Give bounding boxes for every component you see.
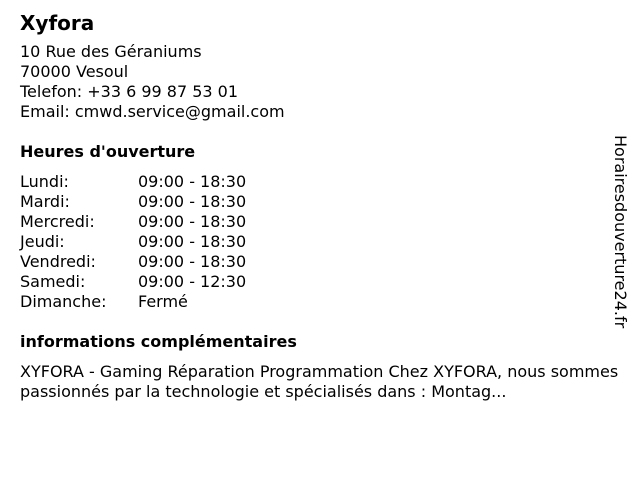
business-card bbox=[20, 10, 620, 402]
hours-time: 09:00 - 12:30 bbox=[138, 272, 247, 291]
hours-row bbox=[20, 272, 620, 292]
hours-row bbox=[20, 252, 620, 272]
hours-table bbox=[20, 172, 620, 312]
hours-row bbox=[20, 292, 620, 312]
info-heading: informations complémentaires bbox=[20, 332, 297, 351]
hours-time: 09:00 - 18:30 bbox=[138, 212, 247, 231]
street-address: 10 Rue des Géraniums bbox=[20, 42, 202, 61]
hours-time: 09:00 - 18:30 bbox=[138, 232, 247, 251]
hours-row bbox=[20, 172, 620, 192]
hours-day: Dimanche: bbox=[20, 292, 107, 311]
business-name: Xyfora bbox=[20, 11, 95, 35]
info-description: XYFORA - Gaming Réparation Programmation Chez XYFORA, nous sommes passionnés par la technologie et spécialisés dans : Montag... bbox=[20, 362, 619, 401]
hours-time: 09:00 - 18:30 bbox=[138, 192, 247, 211]
hours-row bbox=[20, 192, 620, 212]
hours-day: Samedi: bbox=[20, 272, 86, 291]
hours-heading: Heures d'ouverture bbox=[20, 142, 196, 161]
email-address: Email: cmwd.service@gmail.com bbox=[20, 102, 285, 121]
hours-day: Mercredi: bbox=[20, 212, 95, 231]
hours-day: Jeudi: bbox=[20, 232, 65, 251]
hours-day: Vendredi: bbox=[20, 252, 96, 271]
hours-row bbox=[20, 232, 620, 252]
hours-day: Lundi: bbox=[20, 172, 69, 191]
hours-time: 09:00 - 18:30 bbox=[138, 172, 247, 191]
hours-time: 09:00 - 18:30 bbox=[138, 252, 247, 271]
city-address: 70000 Vesoul bbox=[20, 62, 129, 81]
hours-row bbox=[20, 212, 620, 232]
site-watermark: Horairesdouverture24.fr bbox=[611, 135, 630, 329]
phone-number: Telefon: +33 6 99 87 53 01 bbox=[20, 82, 239, 101]
hours-time: Fermé bbox=[138, 292, 188, 311]
contact-block bbox=[20, 42, 620, 122]
hours-day: Mardi: bbox=[20, 192, 70, 211]
